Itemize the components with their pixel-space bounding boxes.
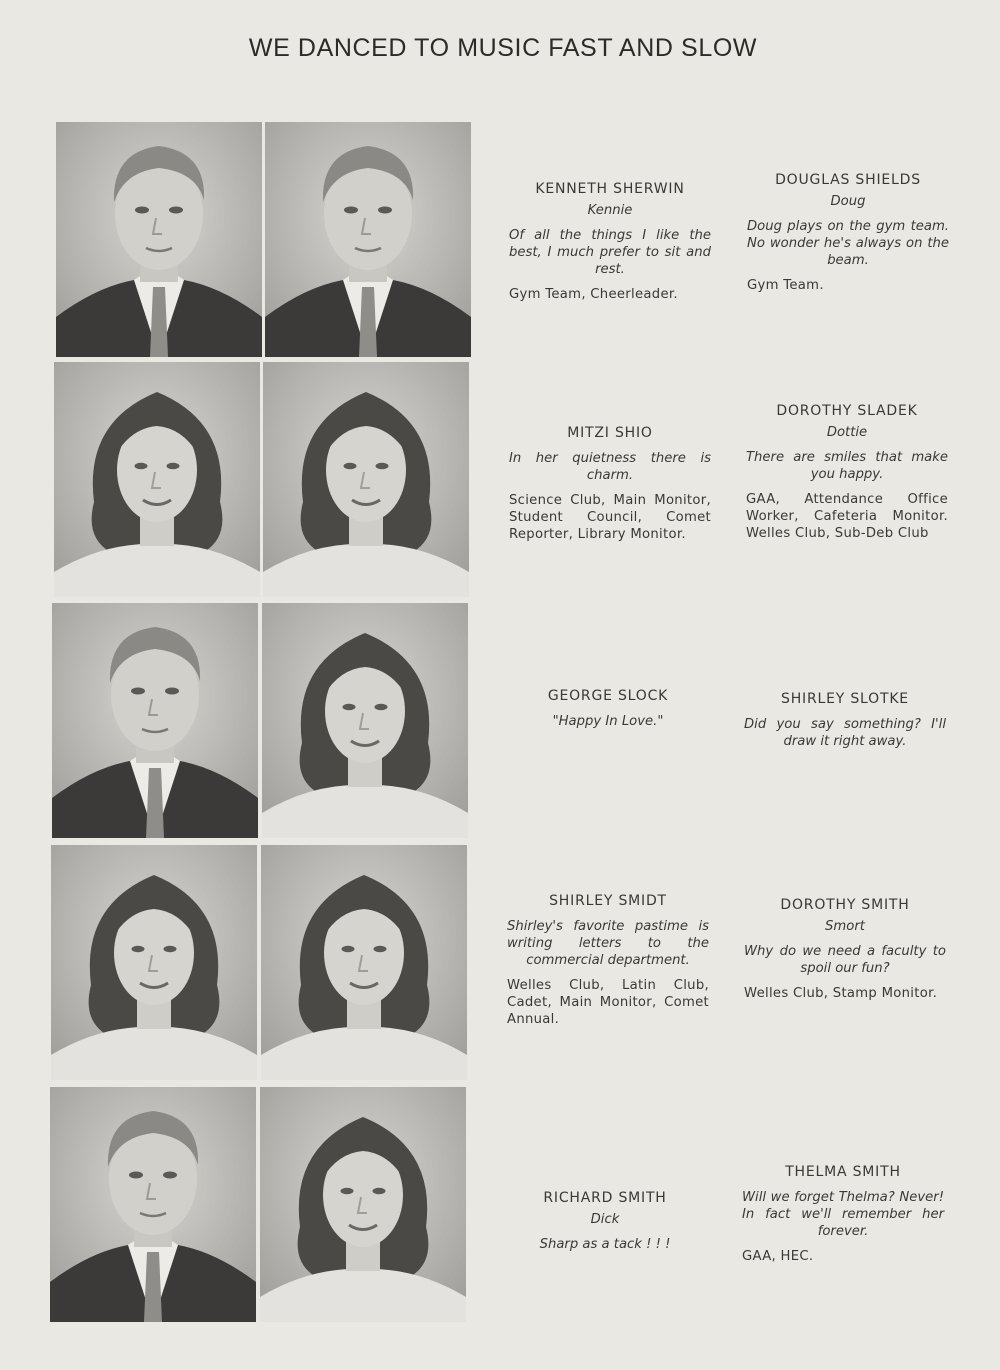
student-quote: Shirley's favorite pastime is writing letters to the commercial department. — [507, 919, 709, 968]
student-name: KENNETH SHERWIN — [535, 181, 685, 197]
student-quote: Of all the things I like the best, I much prefer to sit and rest. — [509, 228, 711, 277]
student-name: DOROTHY SMITH — [780, 897, 910, 913]
student-quote: In her quietness there is charm. — [509, 451, 711, 483]
student-nickname: Dottie — [826, 425, 868, 440]
portrait-photo — [56, 122, 262, 357]
student-name: DOUGLAS SHIELDS — [775, 172, 921, 188]
portrait-photo — [263, 362, 469, 597]
portrait-photo — [265, 122, 471, 357]
student-entry — [507, 688, 709, 730]
student-entry — [744, 897, 946, 1002]
student-name: SHIRLEY SMIDT — [549, 893, 667, 909]
student-activities: GAA, HEC. — [742, 1249, 814, 1264]
student-quote: Sharp as a tack ! ! ! — [539, 1237, 671, 1252]
student-name: RICHARD SMITH — [543, 1190, 667, 1206]
student-name: MITZI SHIO — [567, 425, 653, 441]
student-entry — [509, 425, 711, 543]
student-entry — [747, 172, 949, 294]
student-quote: Doug plays on the gym team. No wonder he's always on the beam. — [747, 219, 949, 268]
student-name: GEORGE SLOCK — [547, 688, 669, 704]
portrait-photo — [54, 362, 260, 597]
student-entry — [507, 893, 709, 1028]
student-activities: Science Club, Main Monitor, Student Council, Comet Reporter, Library Monitor. — [509, 493, 711, 542]
student-nickname: Dick — [590, 1212, 620, 1227]
student-name: SHIRLEY SLOTKE — [781, 691, 909, 707]
portrait-photo — [261, 845, 467, 1080]
page-title: WE DANCED TO MUSIC FAST AND SLOW — [248, 34, 758, 62]
student-nickname: Kennie — [587, 203, 633, 218]
student-nickname: Smort — [825, 919, 865, 934]
student-nickname: Doug — [830, 194, 866, 209]
portrait-photo — [260, 1087, 466, 1322]
student-quote: Did you say something? I'll draw it right away. — [744, 717, 946, 749]
student-activities: Welles Club, Stamp Monitor. — [744, 986, 938, 1001]
student-quote: There are smiles that make you happy. — [746, 450, 948, 482]
student-activities: Welles Club, Latin Club, Cadet, Main Monitor, Comet Annual. — [507, 978, 709, 1027]
portrait-photo — [51, 845, 257, 1080]
student-entry — [742, 1164, 944, 1265]
student-entry — [504, 1190, 706, 1253]
student-entry — [744, 691, 946, 750]
student-activities: Gym Team, Cheerleader. — [509, 287, 678, 302]
student-entry — [746, 403, 948, 542]
student-quote: Why do we need a faculty to spoil our fun? — [744, 944, 946, 976]
portrait-photo — [52, 603, 258, 838]
student-name: DOROTHY SLADEK — [776, 403, 918, 419]
portrait-photo — [262, 603, 468, 838]
student-quote: Will we forget Thelma? Never! In fact we'll remember her forever. — [742, 1190, 944, 1239]
portrait-photo — [50, 1087, 256, 1322]
student-quote: "Happy In Love." — [552, 714, 664, 729]
student-name: THELMA SMITH — [785, 1164, 901, 1180]
student-activities: GAA, Attendance Office Worker, Cafeteria Monitor. Welles Club, Sub-Deb Club — [746, 492, 948, 541]
student-activities: Gym Team. — [747, 278, 824, 293]
student-entry — [509, 181, 711, 303]
